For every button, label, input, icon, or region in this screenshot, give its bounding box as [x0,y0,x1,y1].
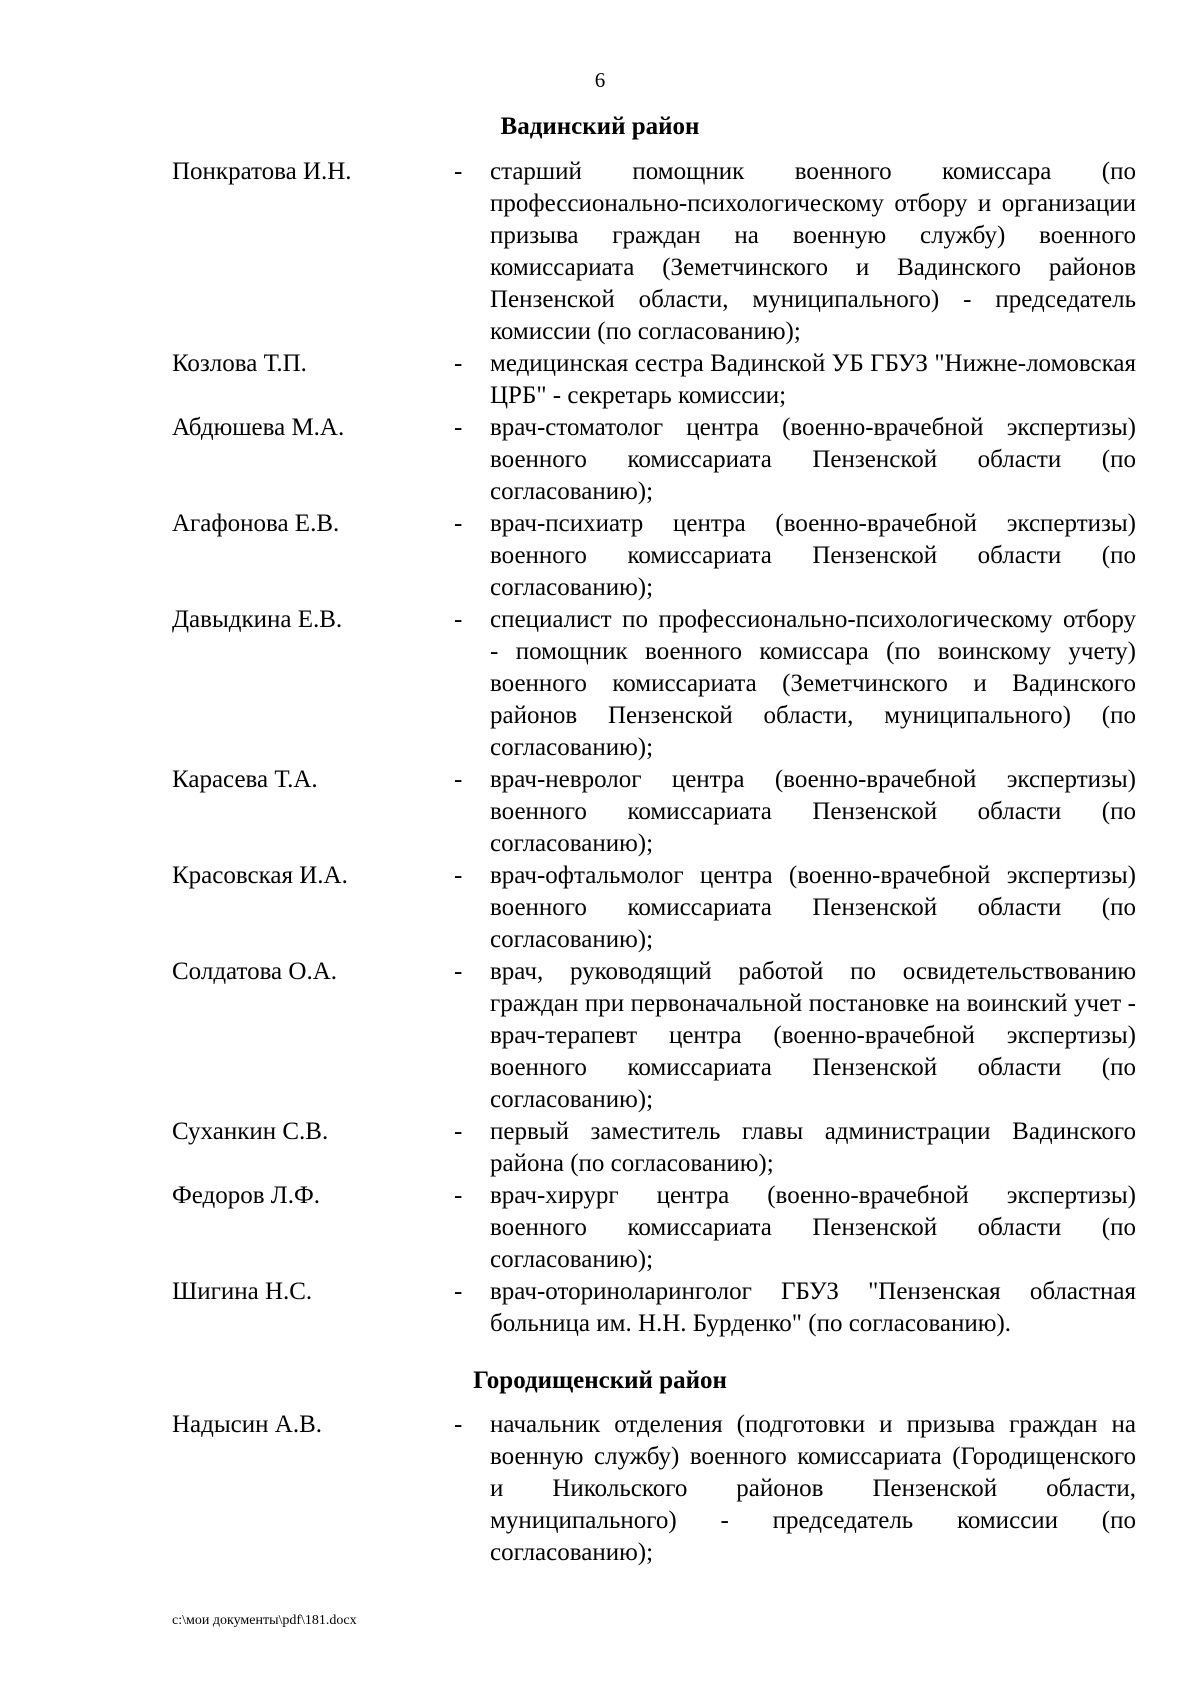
list-item [172,1276,1136,1340]
member-role: врач, руководящий работой по освидетельствованию граждан при первоначальной постановке на воинский учет - врач-терапевт центра (военно-врачебной экспертизы) военного комиссариата Пензенской области (по согласованию); [490,958,1136,1113]
dash-separator: - [454,1278,463,1305]
member-role: специалист по профессионально-психологическому отбору - помощник военного комиссара (по воинскому учету) военного комиссариата (Земетчинского и Вадинского районов Пензенской области, муниципального) (по согласованию); [490,606,1136,761]
list-item [172,508,1136,604]
member-name: Красовская И.А. [172,862,348,889]
section-title-gorodishchensky: Городищенский район [473,1367,727,1394]
dash-separator: - [454,1182,463,1209]
member-role: первый заместитель главы администрации Вадинского района (по согласованию); [490,1118,1136,1177]
member-name: Абдюшева М.А. [172,414,345,441]
member-name: Федоров Л.Ф. [172,1182,320,1209]
dash-separator: - [454,1411,463,1438]
list-item [172,348,1136,412]
dash-separator: - [454,862,463,889]
dash-separator: - [454,958,463,985]
member-name: Солдатова О.А. [172,958,338,985]
dash-separator: - [454,1118,463,1145]
dash-separator: - [454,606,463,633]
page-number: 6 [594,68,606,92]
list-item [172,764,1136,860]
list-item [172,860,1136,956]
member-role: врач-оториноларинголог ГБУЗ "Пензенская областная больница им. Н.Н. Бурденко" (по согласованию). [490,1278,1136,1337]
dash-separator: - [454,158,463,185]
member-role: врач-невролог центра (военно-врачебной экспертизы) военного комиссариата Пензенской области (по согласованию); [490,766,1136,857]
member-name: Карасева Т.А. [172,766,318,793]
member-name: Надысин А.В. [172,1411,322,1438]
member-list-gorodishchensky [172,1409,1136,1569]
dash-separator: - [454,766,463,793]
section-title-vadinsky: Вадинский район [500,113,700,140]
list-item [172,956,1136,1116]
member-name: Шигина Н.С. [172,1278,313,1305]
member-role: врач-хирург центра (военно-врачебной экспертизы) военного комиссариата Пензенской области (по согласованию); [490,1182,1136,1273]
list-item [172,1180,1136,1276]
list-item [172,156,1136,348]
member-list-vadinsky [172,156,1136,1340]
member-role: врач-психиатр центра (военно-врачебной экспертизы) военного комиссариата Пензенской области (по согласованию); [490,510,1136,601]
dash-separator: - [454,350,463,377]
member-role: медицинская сестра Вадинской УБ ГБУЗ "Нижне-ломовская ЦРБ" - секретарь комиссии; [490,350,1136,409]
member-name: Агафонова Е.В. [172,510,340,537]
member-name: Суханкин С.В. [172,1118,329,1145]
member-name: Понкратова И.Н. [172,158,352,185]
dash-separator: - [454,414,463,441]
member-name: Козлова Т.П. [172,350,307,377]
list-item [172,1409,1136,1569]
list-item [172,1116,1136,1180]
list-item [172,604,1136,764]
list-item [172,412,1136,508]
footer-file-path: c:\мои документы\pdf\181.docx [172,1613,357,1628]
dash-separator: - [454,510,463,537]
member-role: врач-стоматолог центра (военно-врачебной экспертизы) военного комиссариата Пензенской области (по согласованию); [490,414,1136,505]
member-role: старший помощник военного комиссара (по профессионально-психологическому отбору и организации призыва граждан на военную службу) военного комиссариата (Земетчинского и Вадинского районов Пензенской области, муниципального) - председатель комиссии (по согласованию); [490,158,1136,345]
member-role: начальник отделения (подготовки и призыва граждан на военную службу) военного комиссариата (Городищенского и Никольского районов Пензенской области, муниципального) - председатель комиссии (по согласованию); [490,1411,1136,1566]
member-role: врач-офтальмолог центра (военно-врачебной экспертизы) военного комиссариата Пензенской области (по согласованию); [490,862,1136,953]
member-name: Давыдкина Е.В. [172,606,343,633]
